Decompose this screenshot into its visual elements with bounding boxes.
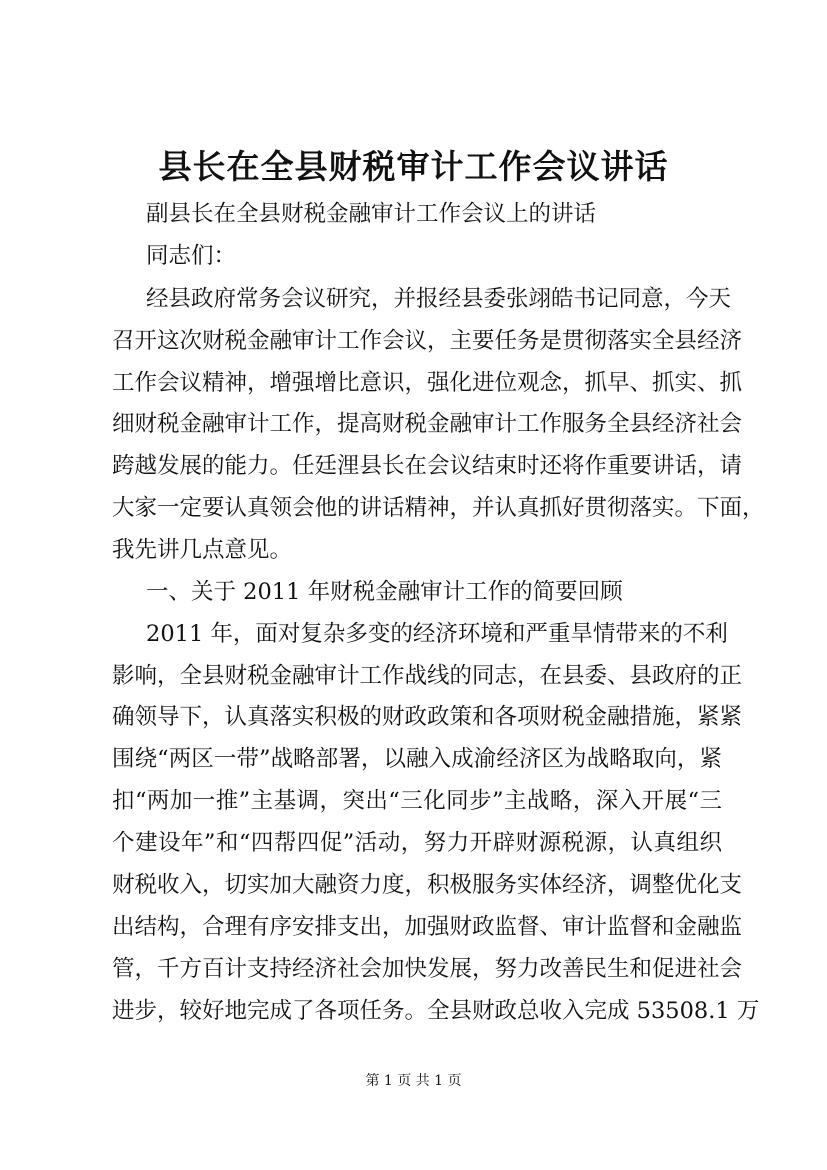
paragraph-2-line: 围绕“两区一带”战略部署，以融入成渝经济区为战略取向，紧 — [112, 746, 722, 772]
paragraph-2-line: 扣“两加一推”主基调，突出“三化同步”主战略，深入开展“三 — [112, 788, 722, 814]
paragraph-1-line: 工作会议精神，增强增比意识，强化进位观念，抓早、抓实、抓 — [112, 370, 743, 396]
paragraph-1-line: 我先讲几点意见。 — [112, 537, 293, 563]
paragraph-1-line: 召开这次财税金融审计工作会议，主要任务是贯彻落实全县经济 — [112, 328, 743, 354]
document-title: 县长在全县财税审计工作会议讲话 — [158, 147, 669, 186]
section-heading: 一、关于 2011 年财税金融审计工作的简要回顾 — [146, 579, 623, 605]
paragraph-2-line: 管，千方百计支持经济社会加快发展，努力改善民生和促进社会 — [112, 956, 743, 982]
paragraph-2-line: 影响，全县财税金融审计工作战线的同志，在县委、县政府的正 — [112, 663, 743, 689]
document-subtitle: 副县长在全县财税金融审计工作会议上的讲话 — [146, 201, 597, 227]
greeting: 同志们： — [146, 243, 237, 269]
paragraph-1-line: 大家一定要认真领会他的讲话精神，并认真抓好贯彻落实。下面， — [112, 495, 765, 521]
paragraph-2-line: 2011 年，面对复杂多变的经济环境和严重旱情带来的不利 — [146, 621, 728, 647]
paragraph-2-line: 财税收入，切实加大融资力度，积极服务实体经济，调整优化支 — [112, 872, 743, 898]
paragraph-2-line: 确领导下，认真落实积极的财政政策和各项财税金融措施，紧紧 — [112, 704, 743, 730]
paragraph-1-line: 细财税金融审计工作，提高财税金融审计工作服务全县经济社会 — [112, 411, 743, 437]
paragraph-1-line: 经县政府常务会议研究，并报经县委张翊皓书记同意，今天 — [146, 286, 732, 312]
page-number-footer: 第 1 页 共 1 页 — [365, 1073, 462, 1089]
paragraph-2-line: 进步，较好地完成了各项任务。全县财政总收入完成 53508.1 万 — [112, 998, 760, 1024]
paragraph-2-line: 个建设年”和“四帮四促”活动，努力开辟财源税源，认真组织 — [112, 830, 722, 856]
paragraph-1-line: 跨越发展的能力。任廷浬县长在会议结束时还将作重要讲话，请 — [112, 453, 743, 479]
paragraph-2-line: 出结构，合理有序安排支出，加强财政监督、审计监督和金融监 — [112, 914, 743, 940]
